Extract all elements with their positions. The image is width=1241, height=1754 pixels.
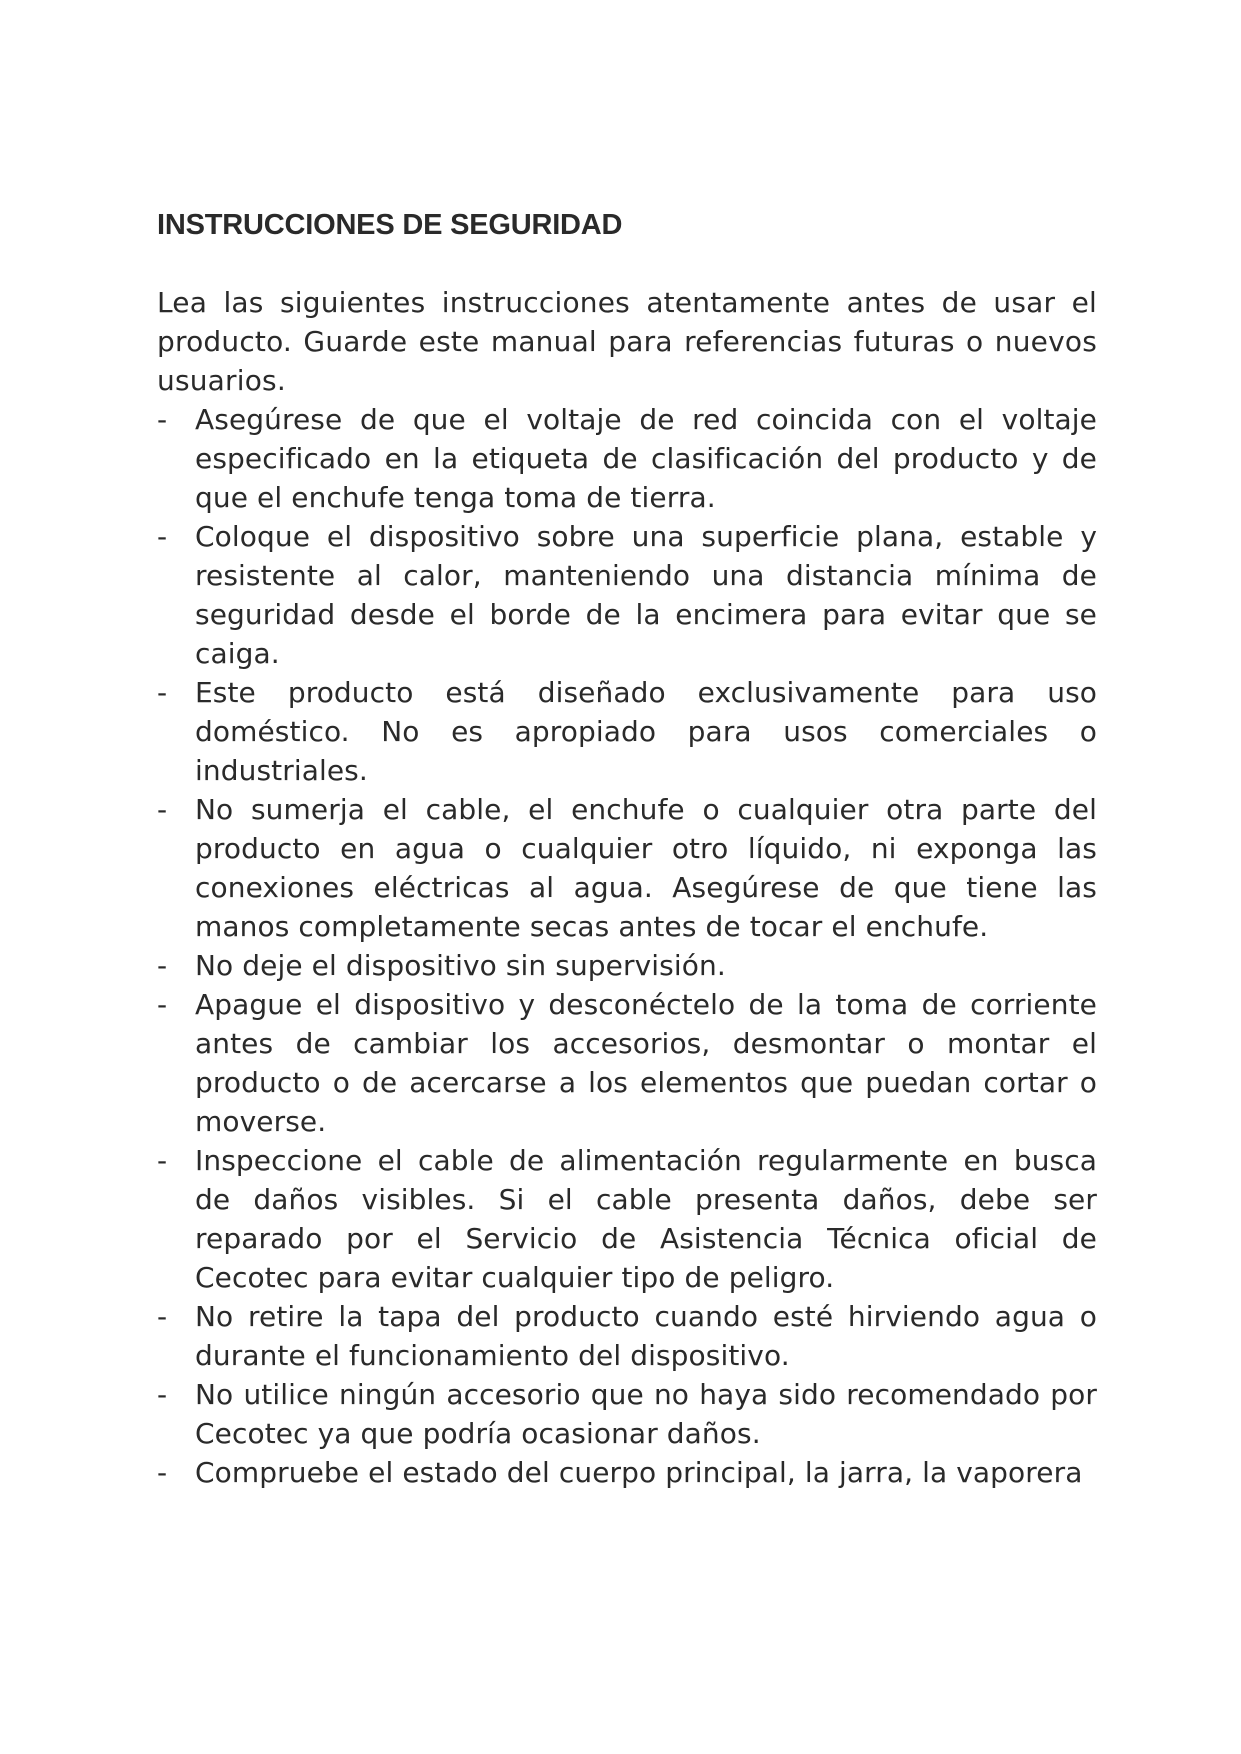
bullet-dash: - (157, 403, 168, 436)
list-item-text: No deje el dispositivo sin supervisión. (195, 949, 726, 982)
bullet-dash: - (157, 1378, 168, 1411)
list-item-text: Coloque el dispositivo sobre una superficie plana, estable y resistente al calor, manteniendo una distancia mínima de seguridad desde el borde de la encimera para evitar que se caiga. (195, 520, 1097, 670)
safety-instructions-list (157, 400, 1097, 1492)
list-item-text: Inspeccione el cable de alimentación regularmente en busca de daños visibles. Si el cable presenta daños, debe ser reparado por el Servicio de Asistencia Técnica oficial de Cecotec para evitar cualquier tipo de peligro. (195, 1144, 1097, 1294)
list-item (157, 985, 1097, 1141)
bullet-dash: - (157, 949, 168, 982)
list-item-text: No utilice ningún accesorio que no haya sido recomendado por Cecotec ya que podría ocasionar daños. (195, 1378, 1097, 1450)
bullet-dash: - (157, 1144, 168, 1177)
list-item-text: Este producto está diseñado exclusivamente para uso doméstico. No es apropiado para usos comerciales o industriales. (195, 676, 1097, 787)
list-item-text: Apague el dispositivo y desconéctelo de la toma de corriente antes de cambiar los accesorios, desmontar o montar el producto o de acercarse a los elementos que puedan cortar o moverse. (195, 988, 1097, 1138)
list-item-text: No sumerja el cable, el enchufe o cualquier otra parte del producto en agua o cualquier otro líquido, ni exponga las conexiones eléctricas al agua. Asegúrese de que tiene las manos completamente secas antes de tocar el enchufe. (195, 793, 1097, 943)
list-item (157, 790, 1097, 946)
intro-paragraph: Lea las siguientes instrucciones atentamente antes de usar el producto. Guarde este manual para referencias futuras o nuevos usuarios. (157, 286, 1097, 397)
bullet-dash: - (157, 988, 168, 1021)
document-page (157, 207, 1097, 1492)
bullet-dash: - (157, 1456, 168, 1489)
list-item-text: Compruebe el estado del cuerpo principal, la jarra, la vaporera (195, 1456, 1083, 1489)
list-item (157, 517, 1097, 673)
list-item (157, 1453, 1097, 1492)
bullet-dash: - (157, 520, 168, 553)
bullet-dash: - (157, 1300, 168, 1333)
list-item (157, 1375, 1097, 1453)
list-item (157, 946, 1097, 985)
list-item-text: No retire la tapa del producto cuando esté hirviendo agua o durante el funcionamiento del dispositivo. (195, 1300, 1097, 1372)
section-title: INSTRUCCIONES DE SEGURIDAD (157, 209, 623, 241)
list-item (157, 1141, 1097, 1297)
bullet-dash: - (157, 676, 168, 709)
list-item-text: Asegúrese de que el voltaje de red coincida con el voltaje especificado en la etiqueta de clasificación del producto y de que el enchufe tenga toma de tierra. (195, 403, 1097, 514)
list-item (157, 673, 1097, 790)
list-item (157, 400, 1097, 517)
list-item (157, 1297, 1097, 1375)
bullet-dash: - (157, 793, 168, 826)
